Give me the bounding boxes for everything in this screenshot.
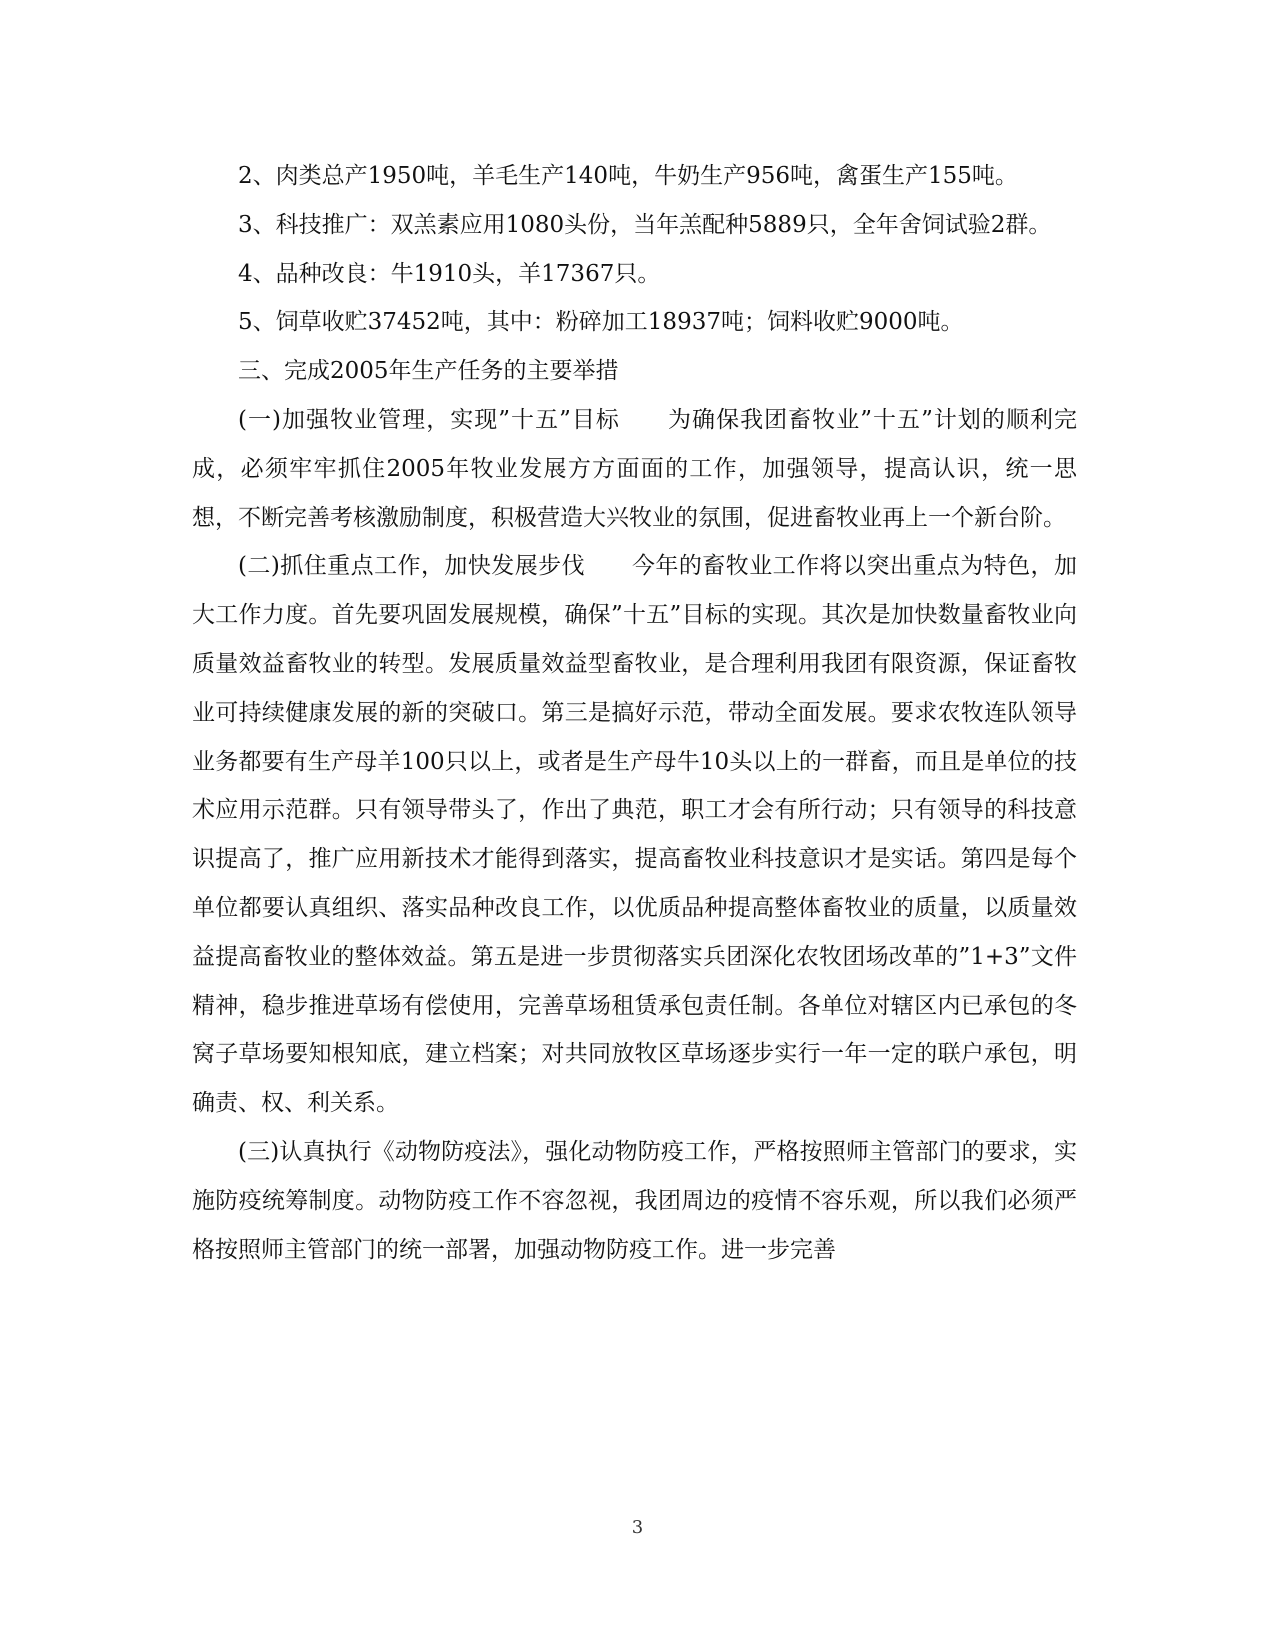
paragraph-measure-3: (三)认真执行《动物防疫法》，强化动物防疫工作，严格按照师主管部门的要求，实施防疫统筹制度。动物防疫工作不容忽视，我团周边的疫情不容乐观，所以我们必须严格按照师主管部门的统一部署，加强动物防疫工作。进一步完善 <box>192 1138 1077 1263</box>
paragraph-meat-production: 2、肉类总产1950吨，羊毛生产140吨，牛奶生产956吨，禽蛋生产155吨。 <box>238 163 1018 189</box>
body-text <box>192 152 1077 1274</box>
section-heading-measures: 三、完成2005年生产任务的主要举措 <box>238 358 619 385</box>
paragraph-forage-storage: 5、饲草收贮37452吨，其中：粉碎加工18937吨；饲料收贮9000吨。 <box>238 309 964 336</box>
paragraph-breed-improvement: 4、品种改良：牛1910头，羊17367只。 <box>238 260 661 287</box>
page-number: 3 <box>631 1517 644 1538</box>
paragraph-measure-1: (一)加强牧业管理，实现”十五”目标 为确保我团畜牧业”十五”计划的顺利完成，必须牢牢抓住2005年牧业发展方方面面的工作，加强领导，提高认识，统一思想，不断完善考核激励制度，积极营造大兴牧业的氛围，促进畜牧业再上一个新台阶。 <box>192 406 1077 531</box>
paragraph-tech-promotion: 3、科技推广：双羔素应用1080头份，当年羔配种5889只，全年舍饲试验2群。 <box>238 211 1052 238</box>
paragraph-measure-2: (二)抓住重点工作，加快发展步伐 今年的畜牧业工作将以突出重点为特色，加大工作力度。首先要巩固发展规模，确保”十五”目标的实现。其次是加快数量畜牧业向质量效益畜牧业的转型。发展质量效益型畜牧业，是合理利用我团有限资源，保证畜牧业可持续健康发展的新的突破口。第三是搞好示范，带动全面发展。要求农牧连队领导业务都要有生产母羊100只以上，或者是生产母牛10头以上的一群畜，而且是单位的技术应用示范群。只有领导带头了，作出了典范，职工才会有所行动；只有领导的科技意识提高了，推广应用新技术才能得到落实，提高畜牧业科技意识才是实话。第四是每个单位都要认真组织、落实品种改良工作，以优质品种提高整体畜牧业的质量，以质量效益提高畜牧业的整体效益。第五是进一步贯彻落实兵团深化农牧团场改革的”1+3”文件精神，稳步推进草场有偿使用，完善草场租赁承包责任制。各单位对辖区内已承包的冬窝子草场要知根知底，建立档案；对共同放牧区草场逐步实行一年一定的联户承包，明确责、权、利关系。 <box>192 553 1077 1117</box>
